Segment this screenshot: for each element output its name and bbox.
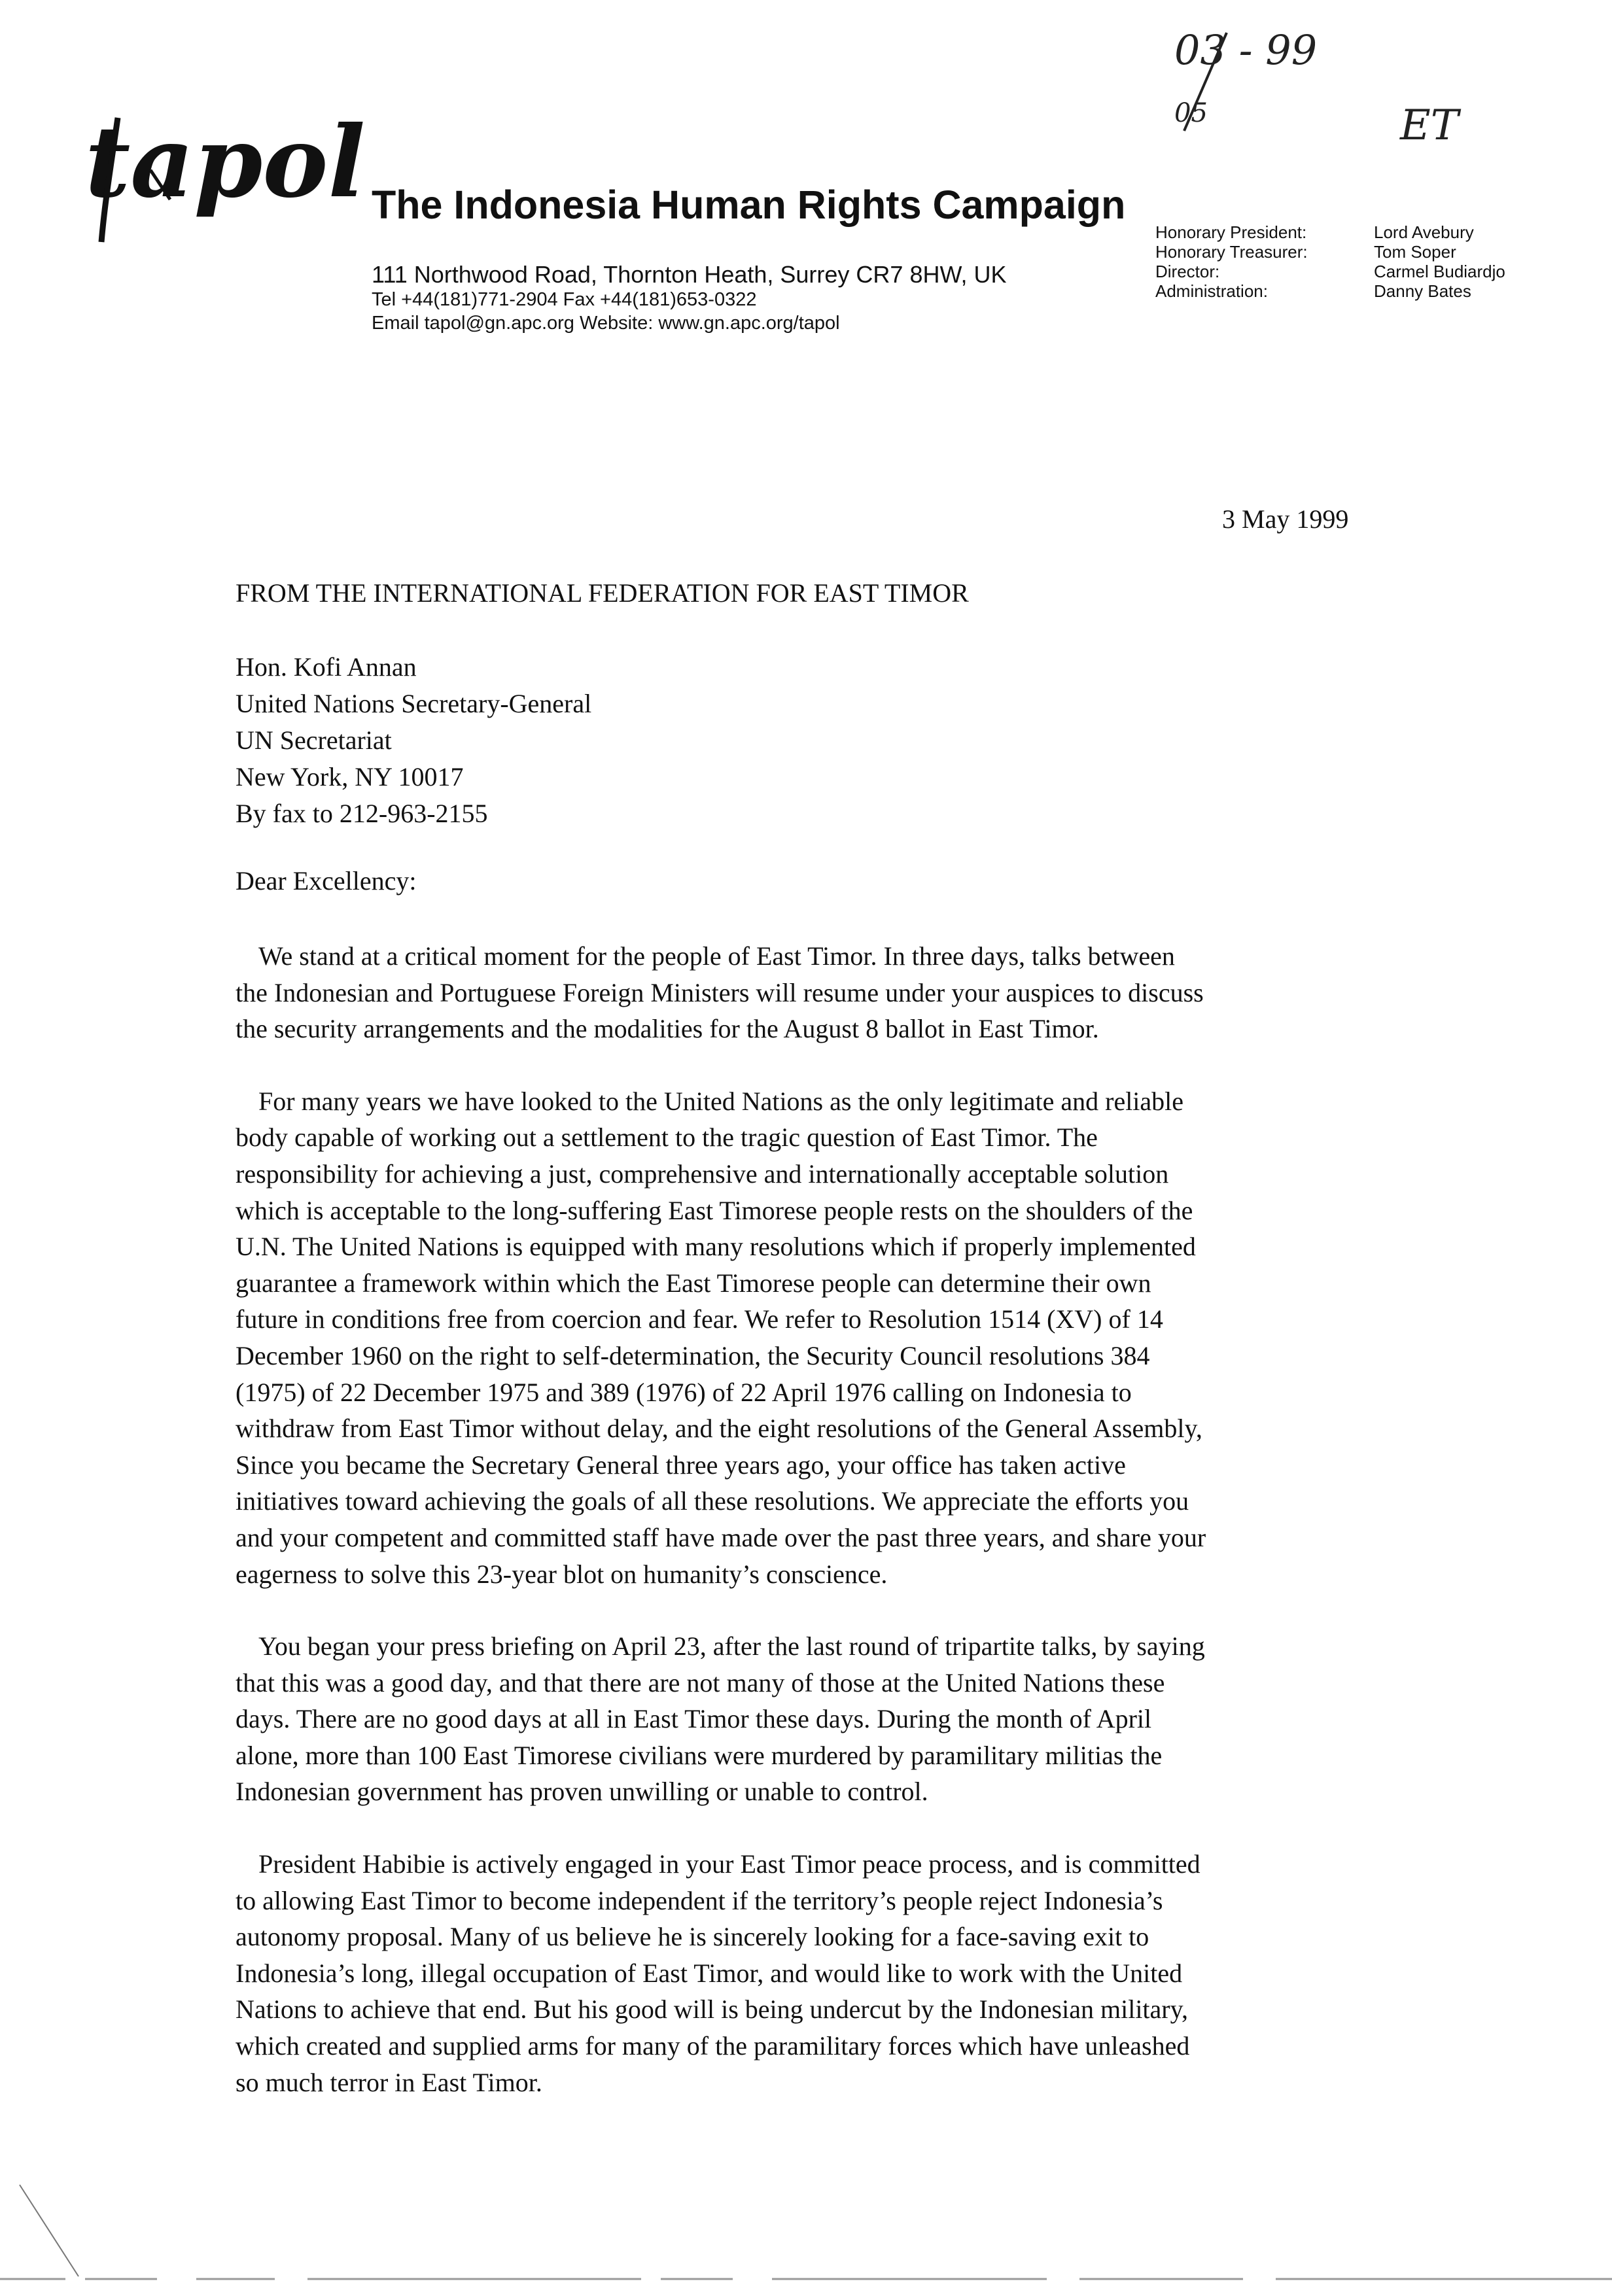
paragraph-line: You began your press briefing on April 23, after the last round of tripartite talks, by saying — [258, 1631, 1205, 1661]
officer-row — [1155, 281, 1557, 301]
officer-role: Honorary Treasurer: — [1155, 242, 1308, 262]
paragraph-line: For many years we have looked to the United Nations as the only legitimate and reliable — [258, 1086, 1184, 1116]
paragraph-line: Indonesian government has proven unwilling or unable to control. — [236, 1777, 928, 1807]
officer-row — [1155, 262, 1557, 281]
handwritten-ref-bottom: 05 — [1174, 98, 1208, 128]
org-phone-fax: Tel +44(181)771-2904 Fax +44(181)653-0322 — [372, 289, 757, 310]
handwritten-ref-top: 03 - 99 — [1174, 26, 1318, 74]
paragraph-line: We stand at a critical moment for the people of East Timor. In three days, talks between — [258, 941, 1175, 971]
recipient-line: New York, NY 10017 — [236, 762, 464, 791]
officer-role: Honorary President: — [1155, 222, 1307, 242]
officer-role: Administration: — [1155, 281, 1268, 301]
scan-edge-line — [0, 2275, 1612, 2283]
paragraph-line: Indonesia’s long, illegal occupation of East Timor, and would like to work with the United — [236, 1958, 1183, 1988]
paragraph-line: guarantee a framework within which the East Timorese people can determine their own — [236, 1268, 1151, 1298]
recipient-line: Hon. Kofi Annan — [236, 652, 417, 682]
letter-body — [236, 938, 1400, 2136]
body-paragraph — [236, 1628, 1400, 1810]
recipient-line: By fax to 212-963-2155 — [236, 799, 488, 828]
paragraph-line: Nations to achieve that end. But his good will is being undercut by the Indonesian military, — [236, 1994, 1189, 2025]
letter-date: 3 May 1999 — [1222, 504, 1349, 534]
paragraph-line: future in conditions free from coercion and fear. We refer to Resolution 1514 (XV) of 14 — [236, 1304, 1163, 1334]
paragraph-line: autonomy proposal. Many of us believe he is sincerely looking for a face-saving exit to — [236, 1922, 1149, 1952]
paragraph-line: initiatives toward achieving the goals of all these resolutions. We appreciate the efforts you — [236, 1486, 1189, 1516]
officer-name: Tom Soper — [1374, 242, 1456, 262]
org-address-line: 111 Northwood Road, Thornton Heath, Surrey CR7 8HW, UK — [372, 261, 1007, 288]
recipient-line: UN Secretariat — [236, 725, 392, 755]
salutation: Dear Excellency: — [236, 866, 417, 896]
paragraph-line: alone, more than 100 East Timorese civilians were murdered by paramilitary militias the — [236, 1740, 1163, 1770]
org-address-block — [372, 262, 1006, 335]
from-line: FROM THE INTERNATIONAL FEDERATION FOR EAST TIMOR — [236, 578, 969, 608]
paragraph-line: December 1960 on the right to self-determination, the Security Council resolutions 384 — [236, 1340, 1150, 1370]
paragraph-line: body capable of working out a settlement to the tragic question of East Timor. The — [236, 1122, 1098, 1153]
paragraph-line: the Indonesian and Portuguese Foreign Ministers will resume under your auspices to discuss — [236, 977, 1204, 1007]
body-paragraph — [236, 1846, 1400, 2100]
officer-role: Director: — [1155, 262, 1220, 281]
paragraph-line: that this was a good day, and that there are not many of those at the United Nations these — [236, 1667, 1165, 1697]
handwritten-code: ET — [1400, 101, 1459, 150]
officer-name: Lord Avebury — [1374, 222, 1474, 242]
paragraph-line: withdraw from East Timor without delay, and the eight resolutions of the General Assembly, — [236, 1414, 1202, 1444]
body-paragraph — [236, 938, 1400, 1047]
officer-name: Danny Bates — [1374, 281, 1471, 301]
paragraph-line: Since you became the Secretary General three years ago, your office has taken active — [236, 1450, 1126, 1480]
officers-list — [1155, 222, 1557, 301]
paragraph-line: to allowing East Timor to become independent if the territory’s people reject Indonesia’s — [236, 1885, 1163, 1915]
recipient-address — [236, 649, 591, 832]
paragraph-line: responsibility for achieving a just, comprehensive and internationally acceptable solution — [236, 1158, 1169, 1189]
logo-text: tapol — [85, 105, 366, 220]
officer-name: Carmel Budiardjo — [1374, 262, 1505, 281]
paragraph-line: (1975) of 22 December 1975 and 389 (1976) of 22 April 1976 calling on Indonesia to — [236, 1377, 1132, 1407]
paragraph-line: which created and supplied arms for many of the paramilitary forces which have unleashed — [236, 2031, 1190, 2061]
recipient-line: United Nations Secretary-General — [236, 689, 592, 718]
paragraph-line: U.N. The United Nations is equipped with many resolutions which if properly implemented — [236, 1232, 1196, 1262]
body-paragraph — [236, 1083, 1400, 1592]
paragraph-line: days. There are no good days at all in East Timor these days. During the month of April — [236, 1704, 1152, 1734]
paragraph-line: eagerness to solve this 23-year blot on humanity’s conscience. — [236, 1559, 888, 1589]
corner-scan-mark — [13, 2178, 85, 2283]
paragraph-line: President Habibie is actively engaged in your East Timor peace process, and is committed — [258, 1849, 1200, 1879]
paragraph-line: which is acceptable to the long-suffering East Timorese people rests on the shoulders of the — [236, 1195, 1193, 1225]
org-name: The Indonesia Human Rights Campaign — [372, 183, 1126, 227]
officer-row — [1155, 242, 1557, 262]
paragraph-line: so much terror in East Timor. — [236, 2067, 542, 2097]
paragraph-line: and your competent and committed staff have made over the past three years, and share your — [236, 1522, 1206, 1552]
paragraph-line: the security arrangements and the modalities for the August 8 ballot in East Timor. — [236, 1014, 1099, 1044]
org-email-web: Email tapol@gn.apc.org Website: www.gn.apc.org/tapol — [372, 313, 840, 334]
tapol-logo — [79, 72, 386, 249]
officer-row — [1155, 222, 1557, 242]
